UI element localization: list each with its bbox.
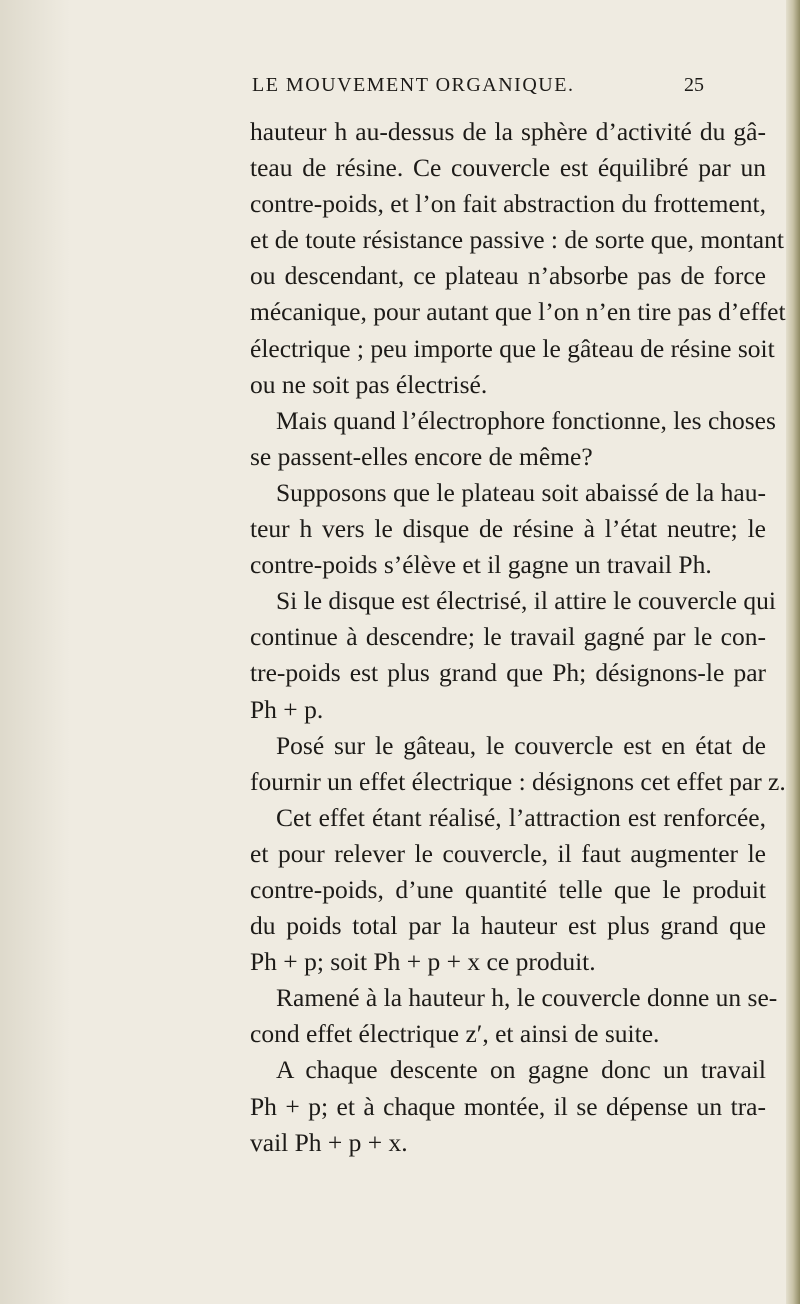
text-line: continue à descendre; le travail gagné par le con- <box>250 622 766 652</box>
text-line: A chaque descente on gagne donc un travail <box>276 1055 766 1085</box>
page-gutter-shadow <box>0 0 70 1304</box>
text-line: tre-poids est plus grand que Ph; désignons-le par <box>250 658 766 688</box>
text-line: et pour relever le couvercle, il faut augmenter le <box>250 838 766 868</box>
text-line: Ph + p; soit Ph + p + x ce produit. <box>250 947 596 977</box>
text-line: Supposons que le plateau soit abaissé de la hau- <box>276 477 766 507</box>
text-line: mécanique, pour autant que l’on n’en tire pas d’effet <box>250 297 786 327</box>
text-line: ou ne soit pas électrisé. <box>250 369 488 399</box>
text-line: vail Ph + p + x. <box>250 1127 408 1157</box>
text-line: contre-poids, et l’on fait abstraction du frottement, <box>250 189 766 219</box>
text-line: ou descendant, ce plateau n’absorbe pas de force <box>250 261 766 291</box>
text-line: hauteur h au-dessus de la sphère d’activité du gâ- <box>250 117 766 146</box>
body-text <box>250 114 786 1161</box>
text-line: fournir un effet électrique : désignons cet effet par z. <box>250 766 786 796</box>
page-edge <box>786 0 800 1304</box>
text-line: électrique ; peu importe que le gâteau de résine soit <box>250 333 775 363</box>
running-head: LE MOUVEMENT ORGANIQUE. <box>252 74 575 96</box>
text-line: Ph + p. <box>250 694 324 724</box>
text-line: contre-poids s’élève et il gagne un travail Ph. <box>250 550 712 580</box>
text-line: se passent-elles encore de même? <box>250 441 593 471</box>
text-line: Ramené à la hauteur h, le couvercle donne un se- <box>276 983 778 1013</box>
text-line: et de toute résistance passive : de sorte que, montant <box>250 225 784 255</box>
text-line: Ph + p; et à chaque montée, il se dépense un tra- <box>250 1091 766 1121</box>
page-number: 25 <box>684 74 704 96</box>
text-line: teau de résine. Ce couvercle est équilibré par un <box>250 153 766 183</box>
text-line: contre-poids, d’une quantité telle que le produit <box>250 874 766 904</box>
text-line: Cet effet étant réalisé, l’attraction est renforcée, <box>276 802 766 832</box>
text-line: cond effet électrique z′, et ainsi de suite. <box>250 1019 660 1049</box>
text-line: Posé sur le gâteau, le couvercle est en état de <box>276 730 766 760</box>
text-line: du poids total par la hauteur est plus grand que <box>250 911 766 941</box>
text-line: Mais quand l’électrophore fonctionne, les choses <box>276 405 776 435</box>
text-line: teur h vers le disque de résine à l’état neutre; le <box>250 514 766 544</box>
text-line: Si le disque est électrisé, il attire le couvercle qui <box>276 586 776 616</box>
page-header <box>224 74 704 104</box>
